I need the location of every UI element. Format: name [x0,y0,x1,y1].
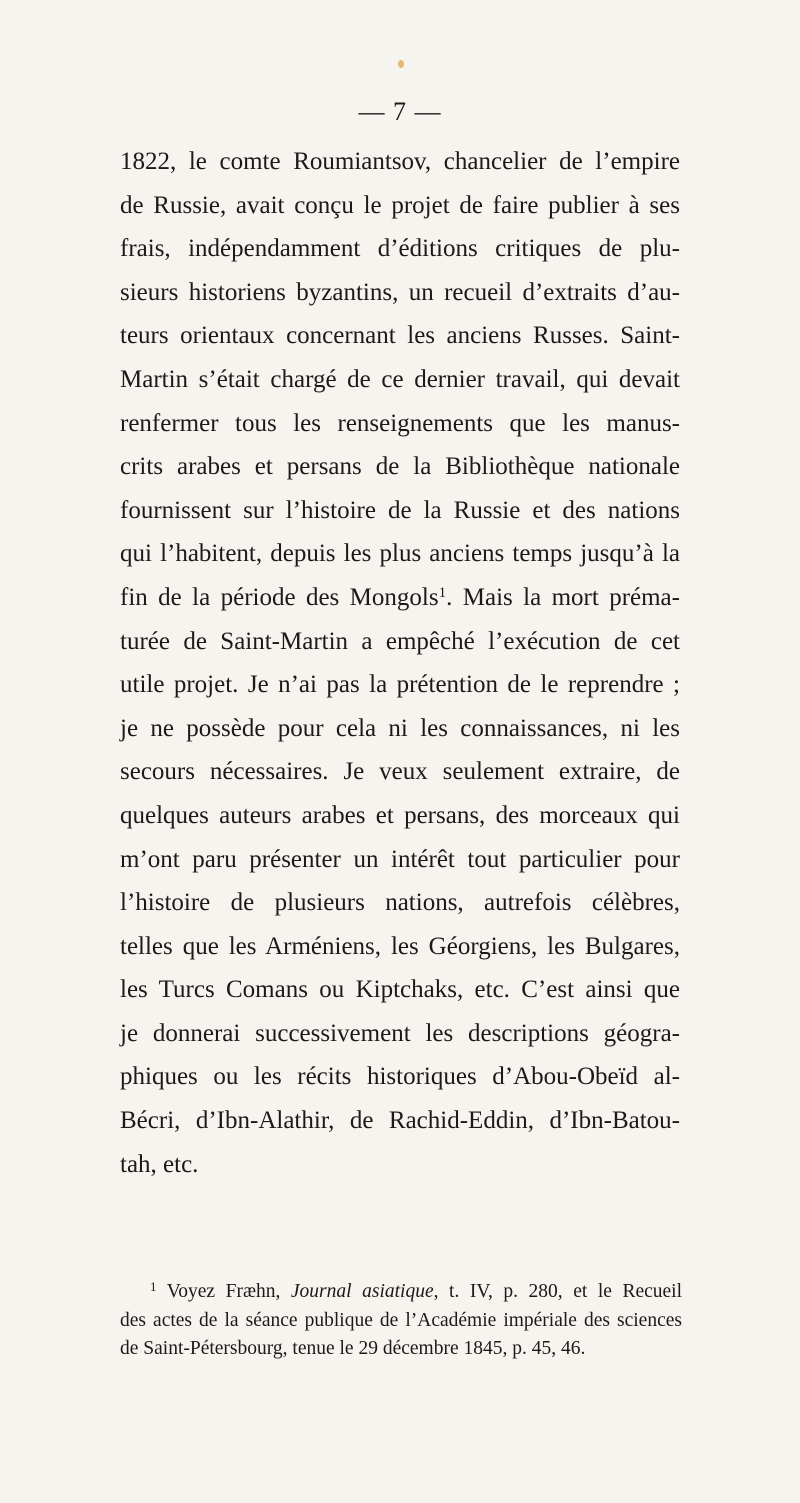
body-line: secours nécessaires. Je veux seulement extraire, de [120,758,680,786]
body-line: turée de Saint-Martin a empêché l’exécution de cet [120,627,680,655]
body-line: 1822, le comte Roumiantsov, chancelier de l’empire [120,148,680,175]
footnote-lead: Voyez Fræhn, [166,1281,281,1302]
body-text [120,140,680,1186]
body-line: je donnerai successivement les descriptions géogra- [120,1019,680,1047]
body-line: qui l’habitent, depuis les plus anciens temps jusqu’à la [120,540,680,568]
body-line-head: fin de la période des Mongols [120,583,439,611]
body-line: telles que les Arméniens, les Géorgiens, les Bulgares, [120,932,680,960]
body-line: tah, etc. [120,1150,199,1178]
body-line: l’histoire de plusieurs nations, autrefois célèbres, [120,889,680,917]
body-line-tail: . Mais la mort préma- [446,583,680,611]
body-line: teurs orientaux concernant les anciens Russes. Saint- [120,322,680,350]
body-line: de Russie, avait conçu le projet de faire publier à ses [120,191,680,219]
footnote-marker: 1 [150,1279,157,1294]
footnote [120,1278,682,1364]
footnote-line [120,1278,682,1307]
page-number: — 7 — [358,97,442,126]
body-line: Martin s’était chargé de ce dernier travail, qui devait [120,365,680,393]
body-line: fournissent sur l’histoire de la Russie et des nations [120,496,680,524]
body-line: quelques auteurs arabes et persans, des morceaux qui [120,801,680,829]
body-line: renfermer tous les renseignements que les manus- [120,409,680,437]
body-line: Bécri, d’Ibn-Alathir, de Rachid-Eddin, d’Ibn-Batou- [120,1107,680,1135]
footnote-citation: , t. IV, p. 280, et le Recueil [433,1281,683,1302]
body-line-with-note [120,576,680,620]
footnote-journal-title: Journal asiatique [290,1281,434,1302]
body-line: phiques ou les récits historiques d’Abou-Obeïd al- [120,1063,680,1091]
body-line: crits arabes et persans de la Bibliothèque nationale [120,453,680,481]
body-line: sieurs historiens byzantins, un recueil d’extraits d’au- [120,278,680,306]
body-line: les Turcs Comans ou Kiptchaks, etc. C’est ainsi que [120,976,680,1004]
footnote-line: de Saint-Pétersbourg, tenue le 29 décembre 1845, p. 45, 46. [120,1338,586,1359]
body-line: utile projet. Je n’ai pas la prétention de le reprendre ; [120,671,680,699]
footnote-reference: 1 [438,584,447,601]
body-line: m’ont paru présenter un intérêt tout particulier pour [120,845,680,873]
body-line: je ne possède pour cela ni les connaissances, ni les [120,714,680,742]
paper-speck [398,60,404,68]
body-line: frais, indépendamment d’éditions critiques de plu- [120,235,680,263]
footnote-line: des actes de la séance publique de l’Académie impériale des sciences [120,1309,682,1331]
